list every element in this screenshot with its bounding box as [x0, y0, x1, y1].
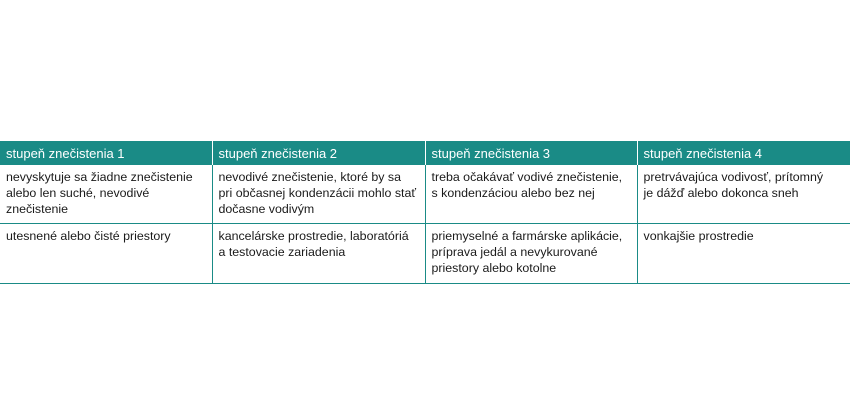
cell-line: je dážď alebo dokonca sneh	[643, 185, 799, 200]
cell-line: priemyselné a farmárske aplikácie,	[431, 229, 623, 244]
cell-line: alebo len suché, nevodivé	[6, 185, 150, 200]
pollution-degree-table-container	[0, 141, 850, 284]
table-body	[0, 165, 850, 283]
cell-line: dočasne vodivým	[218, 201, 315, 216]
cell-line: vonkajšie prostredie	[643, 229, 754, 244]
table-row-description	[0, 165, 850, 224]
cell-line: utesnené alebo čisté priestory	[6, 229, 171, 244]
cell-line: pretrvávajúca vodivosť, prítomný	[643, 170, 824, 184]
cell-environment-degree-3	[425, 224, 637, 283]
header-degree-4: stupeň znečistenia 4	[637, 141, 850, 165]
cell-line: kancelárske prostredie, laboratóriá	[218, 229, 409, 244]
cell-line: znečistenie	[6, 201, 68, 216]
cell-description-degree-1	[0, 165, 212, 224]
cell-line: nevyskytuje sa žiadne znečistenie	[6, 170, 193, 184]
header-degree-1: stupeň znečistenia 1	[0, 141, 212, 165]
header-row	[0, 141, 850, 165]
cell-description-degree-2	[212, 165, 425, 224]
table-header	[0, 141, 850, 165]
cell-description-degree-3	[425, 165, 637, 224]
header-degree-2: stupeň znečistenia 2	[212, 141, 425, 165]
cell-line: treba očakávať vodivé znečistenie,	[431, 170, 623, 184]
cell-line: s kondenzáciou alebo bez nej	[431, 185, 595, 200]
pollution-degree-table	[0, 141, 850, 284]
cell-environment-degree-1	[0, 224, 212, 283]
cell-environment-degree-4	[637, 224, 850, 283]
cell-line: príprava jedál a nevykurované	[431, 245, 598, 260]
cell-line: nevodivé znečistenie, ktoré by sa	[218, 170, 402, 184]
cell-description-degree-4	[637, 165, 850, 224]
header-degree-3: stupeň znečistenia 3	[425, 141, 637, 165]
table-row-environment	[0, 224, 850, 283]
cell-line: pri občasnej kondenzácii mohlo stať	[218, 185, 416, 200]
cell-line: priestory alebo kotolne	[431, 260, 557, 275]
cell-line: a testovacie zariadenia	[218, 245, 346, 260]
cell-environment-degree-2	[212, 224, 425, 283]
